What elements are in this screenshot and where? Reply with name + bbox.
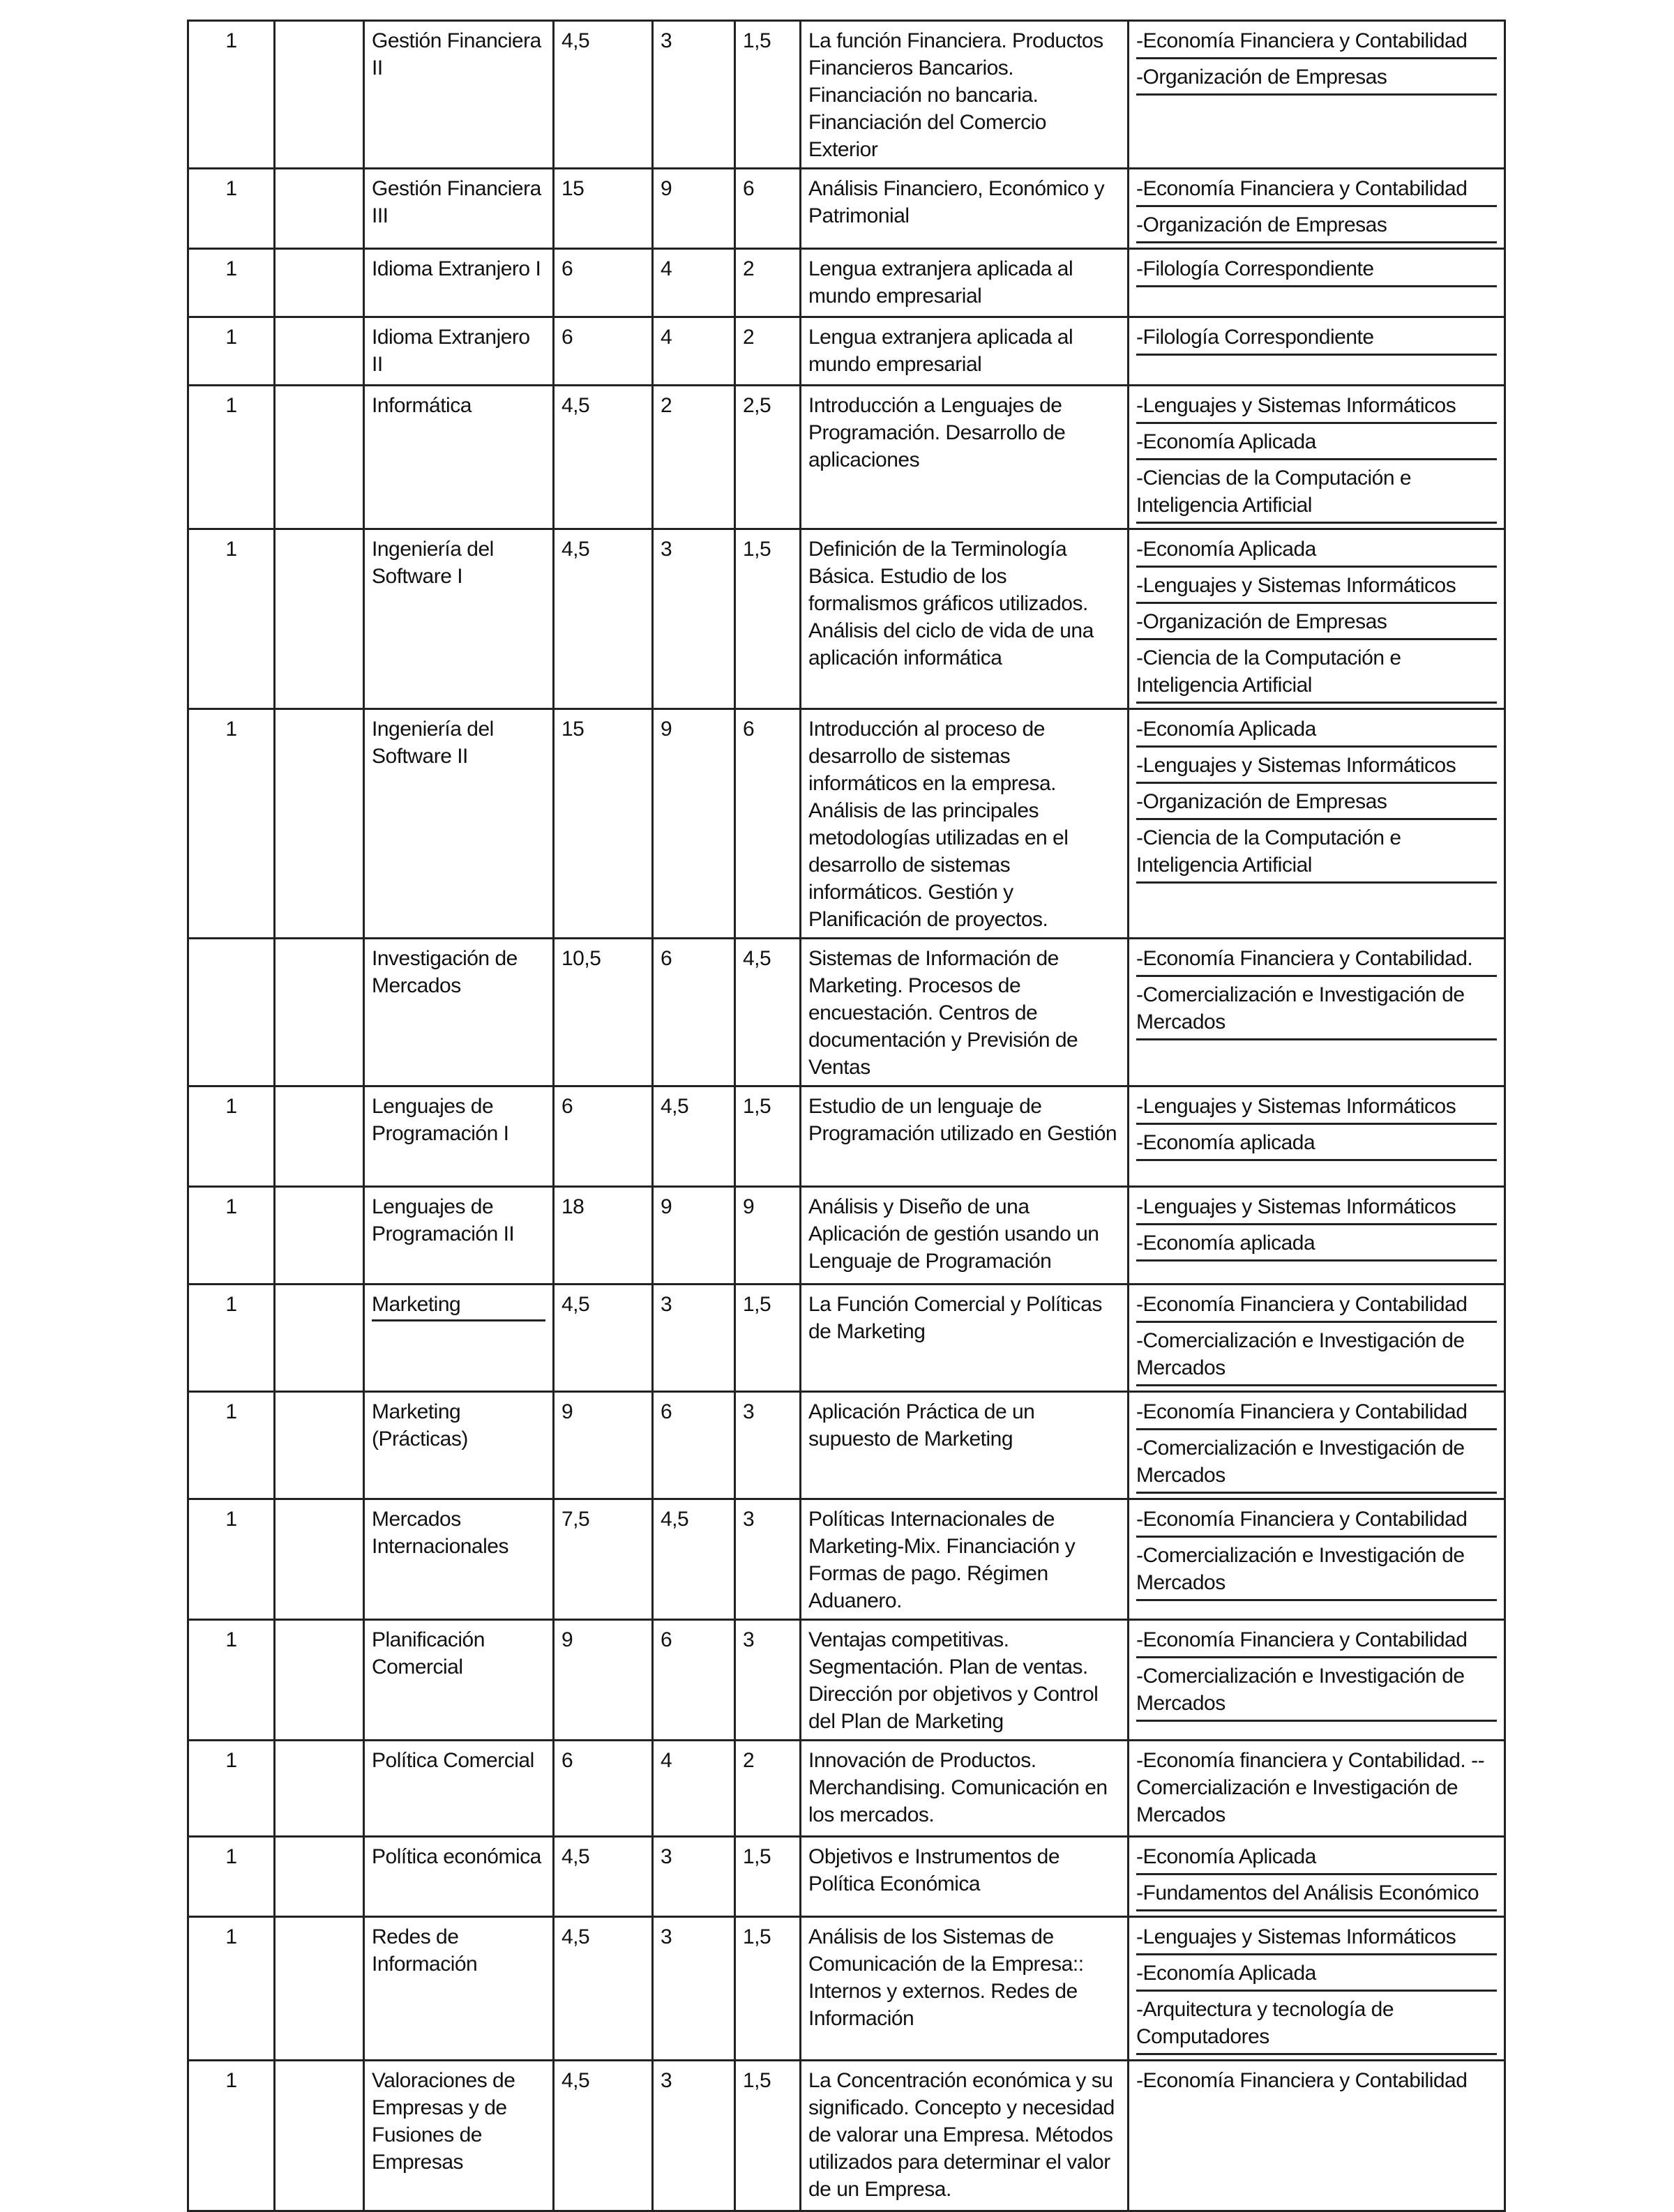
cell-knowledge-areas [1129, 1620, 1505, 1741]
subjects-table-body [188, 21, 1505, 2211]
cell-subject [364, 1741, 554, 1837]
table-row [188, 21, 1505, 169]
cell-content: Definición de la Terminología Básica. Estudio de los formalismos gráficos utilizados. Análisis del ciclo de vida de una aplicación informática [801, 529, 1129, 709]
cell-total-credits: 4,5 [554, 386, 653, 529]
cell-total-credits: 4,5 [554, 1837, 653, 1917]
cell-theory-credits: 4 [653, 1741, 735, 1837]
cell-subject [364, 317, 554, 386]
cell-course: 1 [188, 1499, 275, 1620]
table-row [188, 317, 1505, 386]
subjects-table [187, 20, 1506, 2212]
cell-course: 1 [188, 709, 275, 939]
cell-practice-credits: 1,5 [735, 2061, 801, 2211]
knowledge-area: -Ciencia de la Computación e Inteligencia Artificial [1136, 824, 1497, 884]
cell-total-credits: 9 [554, 1392, 653, 1499]
subject-name: Idioma Extranjero I [372, 257, 541, 280]
cell-content: Objetivos e Instrumentos de Política Económica [801, 1837, 1129, 1917]
cell-practice-credits: 6 [735, 709, 801, 939]
cell-empty [275, 249, 364, 317]
table-row [188, 386, 1505, 529]
cell-knowledge-areas [1129, 1285, 1505, 1392]
table-row [188, 1086, 1505, 1187]
cell-content: La función Financiera. Productos Financieros Bancarios. Financiación no bancaria. Financiación del Comercio Exterior [801, 21, 1129, 169]
cell-empty [275, 1620, 364, 1741]
cell-empty [275, 1392, 364, 1499]
cell-subject [364, 529, 554, 709]
cell-content: Innovación de Productos. Merchandising. Comunicación en los mercados. [801, 1741, 1129, 1837]
cell-practice-credits: 3 [735, 1392, 801, 1499]
cell-theory-credits: 4,5 [653, 1086, 735, 1187]
cell-theory-credits: 3 [653, 1837, 735, 1917]
cell-content: Lengua extranjera aplicada al mundo empresarial [801, 317, 1129, 386]
cell-total-credits: 9 [554, 1620, 653, 1741]
cell-practice-credits: 3 [735, 1620, 801, 1741]
cell-theory-credits: 4,5 [653, 1499, 735, 1620]
cell-theory-credits: 6 [653, 1392, 735, 1499]
knowledge-area: -Fundamentos del Análisis Económico [1136, 1879, 1497, 1911]
cell-practice-credits: 1,5 [735, 1285, 801, 1392]
cell-course: 1 [188, 1620, 275, 1741]
cell-content: Introducción al proceso de desarrollo de sistemas informáticos en la empresa. Análisis de las principales metodologías utilizadas en el desarrollo de sistemas informáticos. Gestión y Planificación de proyectos. [801, 709, 1129, 939]
cell-practice-credits: 2 [735, 1741, 801, 1837]
cell-empty [275, 1837, 364, 1917]
cell-course: 1 [188, 1285, 275, 1392]
table-row [188, 1392, 1505, 1499]
cell-subject [364, 21, 554, 169]
subject-name: Idioma Extranjero II [372, 326, 530, 376]
knowledge-area: -Economía Aplicada [1136, 428, 1497, 460]
cell-empty [275, 1285, 364, 1392]
table-row [188, 709, 1505, 939]
cell-subject [364, 1499, 554, 1620]
cell-course: 1 [188, 1917, 275, 2061]
knowledge-area: -Comercialización e Investigación de Mercados [1136, 1327, 1497, 1386]
knowledge-area: -Economía Financiera y Contabilidad [1136, 1398, 1497, 1430]
cell-theory-credits: 3 [653, 21, 735, 169]
cell-knowledge-areas [1129, 1917, 1505, 2061]
table-row [188, 1620, 1505, 1741]
subject-name: Investigación de Mercados [372, 947, 518, 997]
cell-course: 1 [188, 317, 275, 386]
knowledge-area: -Economía Aplicada [1136, 1960, 1497, 1992]
cell-content: Sistemas de Información de Marketing. Procesos de encuestación. Centros de documentación y Previsión de Ventas [801, 939, 1129, 1086]
cell-empty [275, 1086, 364, 1187]
subject-name: Política Comercial [372, 1749, 534, 1772]
cell-knowledge-areas [1129, 1187, 1505, 1285]
cell-knowledge-areas [1129, 169, 1505, 249]
cell-practice-credits: 1,5 [735, 1086, 801, 1187]
cell-empty [275, 169, 364, 249]
knowledge-area: -Lenguajes y Sistemas Informáticos [1136, 392, 1497, 424]
cell-knowledge-areas [1129, 529, 1505, 709]
cell-practice-credits: 9 [735, 1187, 801, 1285]
cell-knowledge-areas [1129, 249, 1505, 317]
cell-course: 1 [188, 1837, 275, 1917]
knowledge-area: -Economía aplicada [1136, 1229, 1497, 1262]
knowledge-area: -Lenguajes y Sistemas Informáticos [1136, 1093, 1497, 1125]
cell-practice-credits: 1,5 [735, 1837, 801, 1917]
cell-theory-credits: 4 [653, 317, 735, 386]
cell-practice-credits: 1,5 [735, 21, 801, 169]
cell-total-credits: 7,5 [554, 1499, 653, 1620]
subject-name: Planificación Comercial [372, 1628, 485, 1679]
cell-empty [275, 529, 364, 709]
cell-total-credits: 18 [554, 1187, 653, 1285]
table-row [188, 1837, 1505, 1917]
cell-course: 1 [188, 1086, 275, 1187]
knowledge-area: -Arquitectura y tecnología de Computadores [1136, 1996, 1497, 2055]
cell-subject [364, 1837, 554, 1917]
subject-name: Ingeniería del Software I [372, 538, 494, 588]
table-row [188, 1285, 1505, 1392]
cell-empty [275, 709, 364, 939]
cell-total-credits: 4,5 [554, 21, 653, 169]
cell-course [188, 939, 275, 1086]
cell-course: 1 [188, 169, 275, 249]
cell-theory-credits: 3 [653, 529, 735, 709]
table-row [188, 2061, 1505, 2211]
cell-subject [364, 1285, 554, 1392]
cell-content: Introducción a Lenguajes de Programación. Desarrollo de aplicaciones [801, 386, 1129, 529]
cell-theory-credits: 3 [653, 2061, 735, 2211]
cell-knowledge-areas [1129, 1499, 1505, 1620]
cell-empty [275, 1187, 364, 1285]
cell-content: Lengua extranjera aplicada al mundo empresarial [801, 249, 1129, 317]
cell-knowledge-areas [1129, 1837, 1505, 1917]
cell-practice-credits: 1,5 [735, 529, 801, 709]
knowledge-area: -Comercialización e Investigación de Mercados [1136, 1434, 1497, 1494]
cell-content: Análisis y Diseño de una Aplicación de gestión usando un Lenguaje de Programación [801, 1187, 1129, 1285]
knowledge-area: -Filología Correspondiente [1136, 255, 1497, 287]
cell-course: 1 [188, 529, 275, 709]
knowledge-area: -Lenguajes y Sistemas Informáticos [1136, 572, 1497, 604]
cell-theory-credits: 2 [653, 386, 735, 529]
table-row [188, 1917, 1505, 2061]
knowledge-area: -Organización de Empresas [1136, 211, 1497, 243]
cell-subject [364, 1620, 554, 1741]
cell-course: 1 [188, 249, 275, 317]
subject-name: Lenguajes de Programación II [372, 1195, 515, 1245]
knowledge-area: -Comercialización e Investigación de Mercados [1136, 981, 1497, 1040]
knowledge-area: -Comercialización e Investigación de Mercados [1136, 1542, 1497, 1601]
cell-theory-credits: 3 [653, 1285, 735, 1392]
subject-name: Ingeniería del Software II [372, 718, 494, 768]
cell-total-credits: 15 [554, 169, 653, 249]
cell-course: 1 [188, 386, 275, 529]
subject-name: Valoraciones de Empresas y de Fusiones de Empresas [372, 2069, 515, 2174]
knowledge-area: -Economía Aplicada [1136, 1843, 1497, 1875]
cell-content: Políticas Internacionales de Marketing-Mix. Financiación y Formas de pago. Régimen Aduanero. [801, 1499, 1129, 1620]
knowledge-area: -Economía financiera y Contabilidad. --Comercialización e Investigación de Mercados [1136, 1749, 1485, 1826]
knowledge-area: -Filología Correspondiente [1136, 324, 1497, 356]
cell-content: Análisis Financiero, Económico y Patrimonial [801, 169, 1129, 249]
cell-subject [364, 939, 554, 1086]
subject-name: Gestión Financiera III [372, 177, 541, 227]
cell-subject [364, 1917, 554, 2061]
cell-total-credits: 6 [554, 249, 653, 317]
knowledge-area: -Economía Financiera y Contabilidad [1136, 175, 1497, 207]
knowledge-area: -Economía Financiera y Contabilidad [1136, 2069, 1468, 2092]
cell-practice-credits: 2,5 [735, 386, 801, 529]
knowledge-area: -Economía Financiera y Contabilidad [1136, 1291, 1497, 1323]
knowledge-area: -Economía Financiera y Contabilidad [1136, 1506, 1497, 1538]
cell-total-credits: 10,5 [554, 939, 653, 1086]
cell-empty [275, 21, 364, 169]
knowledge-area: -Economía Aplicada [1136, 536, 1497, 568]
knowledge-area: -Comercialización e Investigación de Mercados [1136, 1662, 1497, 1722]
subject-name: Política económica [372, 1845, 541, 1868]
knowledge-area: -Economía Financiera y Contabilidad [1136, 27, 1497, 59]
subject-name: Informática [372, 394, 472, 417]
table-row [188, 1187, 1505, 1285]
cell-theory-credits: 6 [653, 939, 735, 1086]
cell-empty [275, 317, 364, 386]
subject-name: Lenguajes de Programación I [372, 1095, 509, 1145]
knowledge-area: -Lenguajes y Sistemas Informáticos [1136, 1923, 1497, 1955]
subject-name: Marketing [372, 1291, 545, 1321]
cell-subject [364, 709, 554, 939]
cell-theory-credits: 6 [653, 1620, 735, 1741]
cell-knowledge-areas [1129, 1392, 1505, 1499]
subjects-table-page [187, 20, 1504, 2212]
cell-total-credits: 4,5 [554, 1917, 653, 2061]
cell-knowledge-areas [1129, 1741, 1505, 1837]
knowledge-area: -Economía aplicada [1136, 1129, 1497, 1161]
cell-practice-credits: 2 [735, 249, 801, 317]
cell-total-credits: 6 [554, 317, 653, 386]
cell-subject [364, 386, 554, 529]
cell-knowledge-areas [1129, 2061, 1505, 2211]
table-row [188, 1741, 1505, 1837]
cell-knowledge-areas [1129, 21, 1505, 169]
cell-knowledge-areas [1129, 317, 1505, 386]
cell-knowledge-areas [1129, 386, 1505, 529]
cell-subject [364, 1086, 554, 1187]
cell-total-credits: 4,5 [554, 1285, 653, 1392]
cell-empty [275, 386, 364, 529]
knowledge-area: -Lenguajes y Sistemas Informáticos [1136, 1193, 1497, 1225]
cell-course: 1 [188, 1392, 275, 1499]
cell-subject [364, 2061, 554, 2211]
knowledge-area: -Economía Financiera y Contabilidad [1136, 1626, 1497, 1658]
cell-course: 1 [188, 1741, 275, 1837]
cell-theory-credits: 9 [653, 1187, 735, 1285]
cell-knowledge-areas [1129, 939, 1505, 1086]
cell-theory-credits: 9 [653, 709, 735, 939]
cell-total-credits: 6 [554, 1086, 653, 1187]
cell-subject [364, 1187, 554, 1285]
knowledge-area: -Organización de Empresas [1136, 788, 1497, 820]
cell-subject [364, 169, 554, 249]
cell-course: 1 [188, 2061, 275, 2211]
cell-practice-credits: 4,5 [735, 939, 801, 1086]
cell-practice-credits: 2 [735, 317, 801, 386]
cell-content: Aplicación Práctica de un supuesto de Marketing [801, 1392, 1129, 1499]
cell-theory-credits: 4 [653, 249, 735, 317]
knowledge-area: -Ciencias de la Computación e Inteligencia Artificial [1136, 464, 1497, 524]
subject-name: Gestión Financiera II [372, 29, 541, 79]
subject-name: Redes de Información [372, 1925, 478, 1976]
cell-content: La Concentración económica y su significado. Concepto y necesidad de valorar una Empresa. Métodos utilizados para determinar el valor de un Empresa. [801, 2061, 1129, 2211]
cell-subject [364, 249, 554, 317]
cell-empty [275, 939, 364, 1086]
cell-theory-credits: 3 [653, 1917, 735, 2061]
cell-total-credits: 4,5 [554, 529, 653, 709]
cell-course: 1 [188, 21, 275, 169]
cell-theory-credits: 9 [653, 169, 735, 249]
cell-subject [364, 1392, 554, 1499]
cell-practice-credits: 3 [735, 1499, 801, 1620]
subject-name: Mercados Internacionales [372, 1508, 508, 1558]
subject-name: Marketing (Prácticas) [372, 1400, 468, 1450]
table-row [188, 529, 1505, 709]
knowledge-area: -Economía Financiera y Contabilidad. [1136, 945, 1497, 977]
cell-total-credits: 15 [554, 709, 653, 939]
cell-empty [275, 1741, 364, 1837]
cell-practice-credits: 6 [735, 169, 801, 249]
cell-knowledge-areas [1129, 709, 1505, 939]
cell-total-credits: 6 [554, 1741, 653, 1837]
cell-knowledge-areas [1129, 1086, 1505, 1187]
cell-content: Estudio de un lenguaje de Programación utilizado en Gestión [801, 1086, 1129, 1187]
cell-content: Ventajas competitivas. Segmentación. Plan de ventas. Dirección por objetivos y Control del Plan de Marketing [801, 1620, 1129, 1741]
cell-course: 1 [188, 1187, 275, 1285]
table-row [188, 939, 1505, 1086]
cell-empty [275, 1917, 364, 2061]
cell-total-credits: 4,5 [554, 2061, 653, 2211]
knowledge-area: -Lenguajes y Sistemas Informáticos [1136, 752, 1497, 784]
cell-empty [275, 2061, 364, 2211]
cell-empty [275, 1499, 364, 1620]
knowledge-area: -Organización de Empresas [1136, 608, 1497, 640]
cell-content: La Función Comercial y Políticas de Marketing [801, 1285, 1129, 1392]
table-row [188, 169, 1505, 249]
knowledge-area: -Ciencia de la Computación e Inteligencia Artificial [1136, 644, 1497, 704]
knowledge-area: -Organización de Empresas [1136, 63, 1497, 96]
cell-practice-credits: 1,5 [735, 1917, 801, 2061]
table-row [188, 1499, 1505, 1620]
knowledge-area: -Economía Aplicada [1136, 715, 1497, 748]
cell-content: Análisis de los Sistemas de Comunicación de la Empresa:: Internos y externos. Redes de Información [801, 1917, 1129, 2061]
table-row [188, 249, 1505, 317]
